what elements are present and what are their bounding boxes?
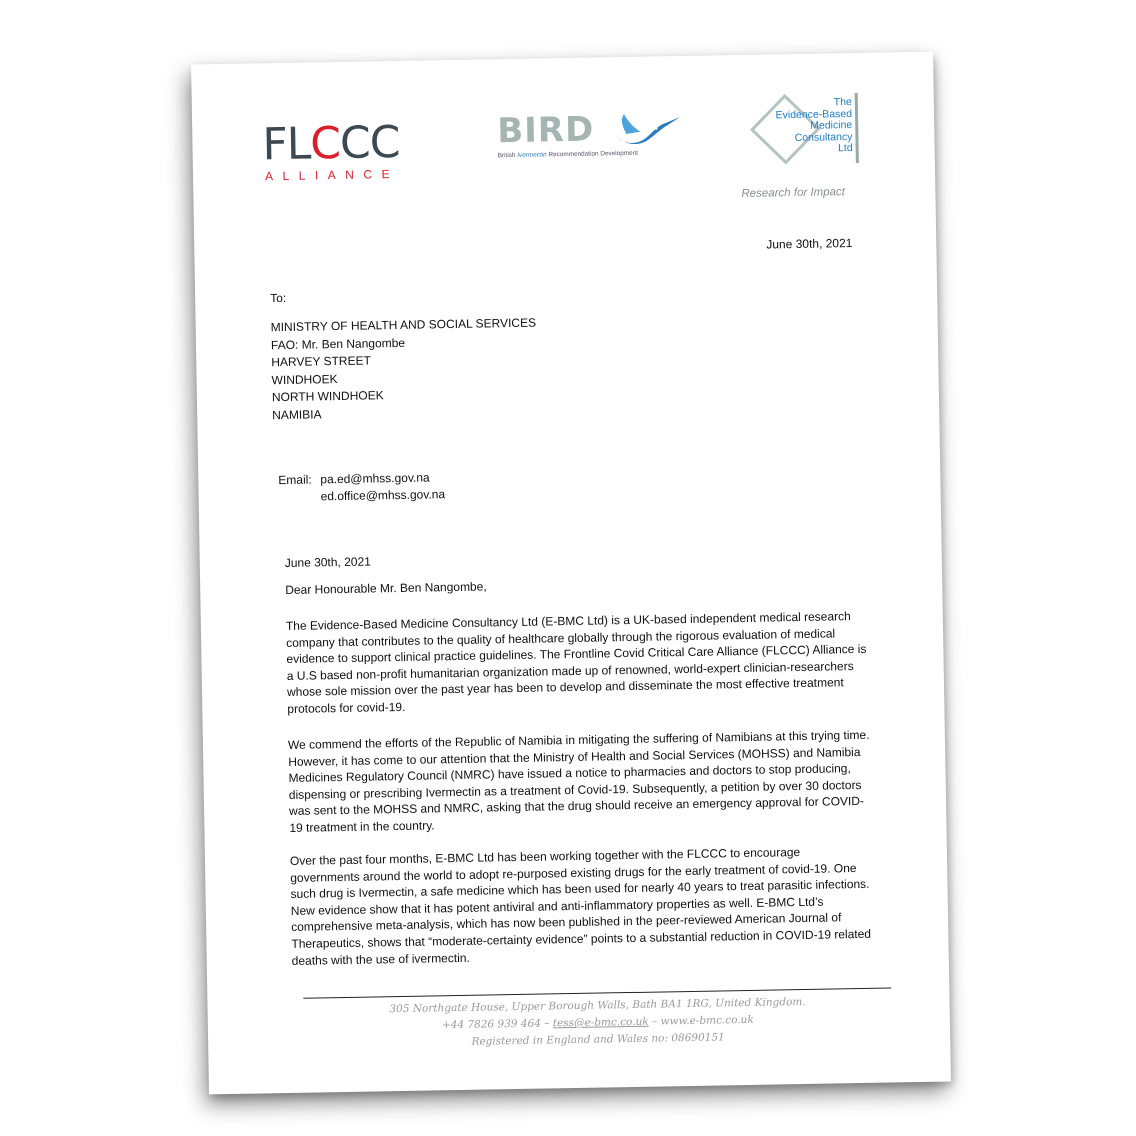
footer-web: – www.e-bmc.co.uk bbox=[648, 1013, 754, 1028]
hummingbird-icon bbox=[612, 113, 683, 146]
recipient-address bbox=[271, 315, 538, 425]
address-line: HARVEY STREET bbox=[271, 353, 371, 370]
letter-date: June 30th, 2021 bbox=[766, 236, 853, 252]
logo-divider bbox=[855, 93, 859, 163]
bird-subtitle: British Ivermectin Recommendation Development bbox=[497, 149, 639, 160]
ebmc-wordmark: The Evidence-Based Medicine Consultancy Ltd bbox=[775, 96, 853, 155]
footer bbox=[303, 992, 892, 1053]
flccc-subtitle: ALLIANCE bbox=[264, 166, 400, 184]
salutation: Dear Honourable Mr. Ben Nangombe, bbox=[285, 579, 487, 597]
to-label: To: bbox=[270, 290, 287, 306]
address-line: MINISTRY OF HEALTH AND SOCIAL SERVICES bbox=[270, 315, 537, 335]
email-block bbox=[278, 469, 445, 506]
ebmc-tagline: Research for Impact bbox=[741, 186, 846, 200]
footer-registration: Registered in England and Wales no: 08690151 bbox=[471, 1031, 725, 1048]
paragraph-ivermectin: Over the past four months, E-BMC Ltd has been working together with the FLCCC to encourage governments around the world to adopt re-purposed existing drugs for the early treatment of covid-19. One such drug is Ivermectin, a safe medicine which has been used for nearly 40 years to treat parasitic infections. New evidence show that it has potent antiviral and anti-inflammatory properties as well. E-BMC Ltd’s comprehensive meta-analysis, which has now been published in the peer-reviewed American Journal of Therapeutics, shows that “moderate-certainty evidence” points to a substantial reduction in COVID-19 related deaths with the use of ivermectin. bbox=[289, 845, 872, 968]
email-address: pa.ed@mhss.gov.na bbox=[320, 470, 430, 487]
paragraph-namibia: We commend the efforts of the Republic of Namibia in mitigating the suffering of Namibians at this trying time. However, it has come to our attention that the Ministry of Health and Social Services (MOHSS) and Namibia Medicines Regulatory Council (NMRC) have issued a notice to pharmacies and doctors to stop producing, dispensing or prescribing Ivermectin as a treatment of Covid-19. Subsequently, a petition by over 30 doctors was sent to the MOHSS and NMRC, asking that the drug should receive an emergency approval for COVID-19 treatment in the country. bbox=[287, 727, 870, 835]
email-address: ed.office@mhss.gov.na bbox=[320, 487, 446, 504]
flccc-wordmark: FLCCC bbox=[262, 116, 400, 171]
paragraph-intro: The Evidence-Based Medicine Consultancy Ltd (E-BMC Ltd) is a UK-based independent medical research company that contributes to the quality of healthcare globally through the rigorous evaluation of medical evidence to support clinical practice guidelines. The Frontline Covid Critical Care Alliance (FLCCC) Alliance is a U.S based non-profit humanitarian organization made up of renowned, world-expert clinician-researchers whose sole mission over the past year has been to develop and disseminate the most effective treatment protocols for covid-19. bbox=[285, 609, 867, 716]
address-line: NORTH WINDHOEK bbox=[271, 388, 384, 405]
flccc-logo bbox=[262, 116, 413, 184]
footer-address: 305 Northgate House, Upper Borough Walls, Bath BA1 1RG, United Kingdom. bbox=[389, 995, 806, 1016]
bird-wordmark: BIRD bbox=[496, 109, 595, 152]
body-date: June 30th, 2021 bbox=[284, 554, 371, 570]
address-line: WINDHOEK bbox=[271, 371, 338, 387]
address-line: NAMIBIA bbox=[272, 406, 322, 422]
bird-logo bbox=[497, 111, 683, 164]
footer-phone: +44 7826 939 464 – bbox=[441, 1017, 553, 1032]
footer-email-link[interactable]: tess@e-bmc.co.uk bbox=[552, 1015, 649, 1030]
address-line: FAO: Mr. Ben Nangombe bbox=[270, 335, 406, 352]
letter-page bbox=[191, 52, 951, 1095]
ebmc-logo bbox=[748, 93, 860, 185]
email-label: Email: bbox=[278, 472, 312, 488]
